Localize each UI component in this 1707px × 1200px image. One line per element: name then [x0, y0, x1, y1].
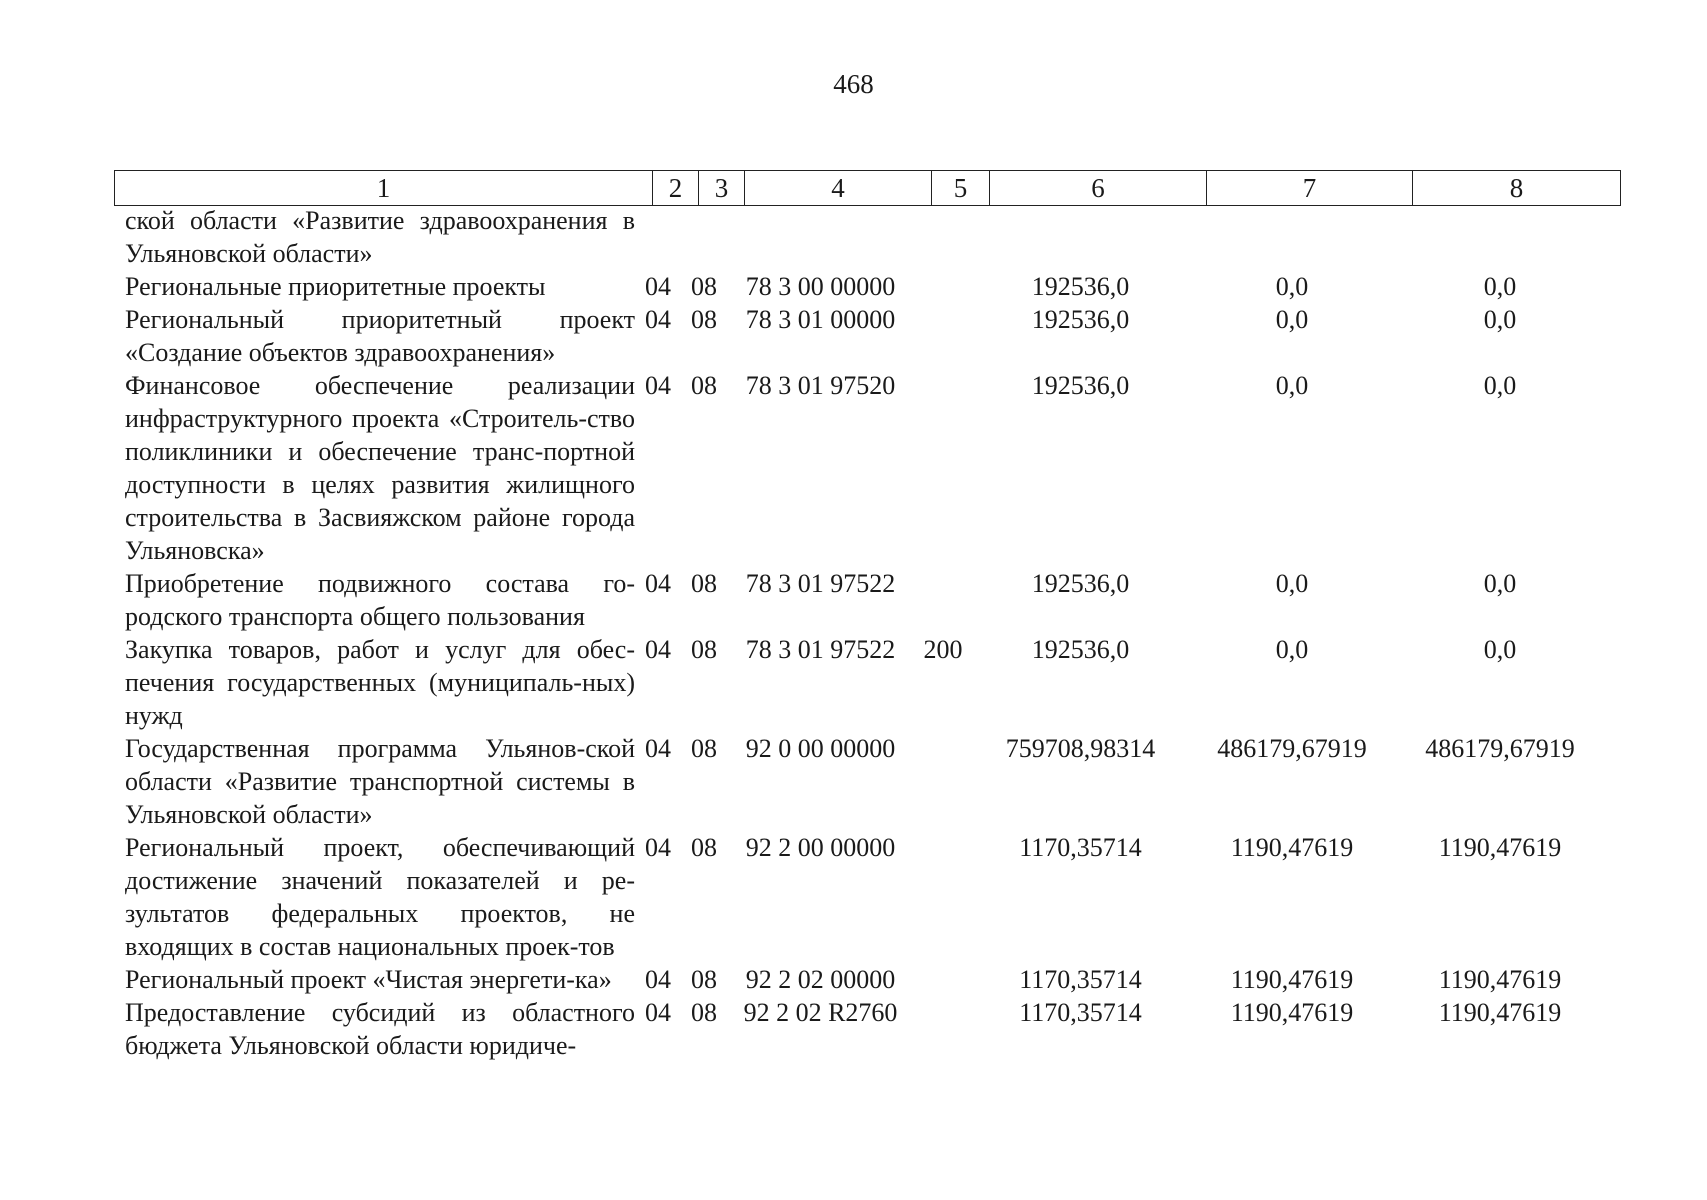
row-col-7: 0,0 [1275, 272, 1309, 301]
table-row [125, 633, 1620, 732]
row-name: Региональный приоритетный проект «Создание объектов здравоохранения» [125, 305, 635, 367]
table-row [125, 831, 1620, 963]
row-col-2: 04 [645, 833, 671, 862]
row-col-3: 08 [691, 965, 717, 994]
row-col-2: 04 [645, 569, 671, 598]
row-name: Региональные приоритетные проекты [125, 272, 546, 301]
row-col-3: 08 [691, 569, 717, 598]
table-row [125, 204, 1620, 270]
row-name: Региональный проект «Чистая энергети-ка» [125, 965, 612, 994]
row-name: Предоставление субсидий из областного бюджета Ульяновской области юридиче- [125, 998, 635, 1060]
row-col-8: 0,0 [1483, 569, 1517, 598]
row-col-8: 1190,47619 [1438, 833, 1562, 862]
header-col-8: 8 [1413, 171, 1621, 206]
row-name: Финансовое обеспечение реализации инфраструктурного проекта «Строитель-ство поликлиники и обеспечение транс-портной доступности в целях развития жилищного строительства в Засвияжском районе города Ульяновска» [125, 371, 635, 565]
row-name: Региональный проект, обеспечивающий достижение значений показателей и ре-зультатов федеральных проектов, не входящих в состав национальных проек-тов [125, 833, 635, 961]
row-col-2: 04 [645, 272, 671, 301]
row-col-8: 486179,67919 [1425, 734, 1575, 763]
row-col-4: 92 2 02 R2760 [743, 998, 898, 1027]
header-col-7: 7 [1207, 171, 1413, 206]
header-col-5: 5 [932, 171, 990, 206]
row-col-4: 92 2 02 00000 [745, 965, 896, 994]
row-col-4: 92 0 00 00000 [745, 734, 896, 763]
row-col-4: 92 2 00 00000 [745, 833, 896, 862]
row-col-7: 0,0 [1275, 569, 1309, 598]
row-col-2: 04 [645, 635, 671, 664]
header-col-2: 2 [653, 171, 699, 206]
row-col-6: 1170,35714 [1019, 965, 1142, 994]
row-col-7: 1190,47619 [1230, 833, 1354, 862]
row-col-4: 78 3 01 97520 [745, 371, 896, 400]
row-col-6: 1170,35714 [1019, 998, 1142, 1027]
row-col-2: 04 [645, 998, 671, 1027]
table-row [125, 303, 1620, 369]
table-body [125, 204, 1620, 1062]
row-name: Государственная программа Ульянов-ской области «Развитие транспортной системы в Ульяновской области» [125, 734, 635, 829]
row-col-7: 1190,47619 [1230, 965, 1354, 994]
row-col-8: 1190,47619 [1438, 965, 1562, 994]
row-col-3: 08 [691, 272, 717, 301]
table-row [125, 732, 1620, 831]
row-col-4: 78 3 00 00000 [745, 272, 896, 301]
table-row [125, 996, 1620, 1062]
row-col-6: 192536,0 [1031, 305, 1130, 334]
row-col-7: 0,0 [1275, 635, 1309, 664]
row-col-8: 0,0 [1483, 635, 1517, 664]
table-header [114, 170, 1621, 206]
table-row [125, 963, 1620, 996]
table-row [125, 369, 1620, 567]
page-number: 468 [833, 69, 874, 99]
row-col-3: 08 [691, 833, 717, 862]
row-col-4: 78 3 01 97522 [745, 569, 896, 598]
row-name: ской области «Развитие здравоохранения в Ульяновской области» [125, 206, 635, 268]
row-col-4: 78 3 01 97522 [745, 635, 896, 664]
row-col-6: 192536,0 [1031, 272, 1130, 301]
table-row [125, 270, 1620, 303]
row-col-6: 192536,0 [1031, 569, 1130, 598]
row-col-2: 04 [645, 305, 671, 334]
row-col-8: 0,0 [1483, 272, 1517, 301]
row-col-8: 0,0 [1483, 371, 1517, 400]
row-col-6: 759708,98314 [1005, 734, 1156, 763]
row-col-7: 0,0 [1275, 371, 1309, 400]
row-col-7: 0,0 [1275, 305, 1309, 334]
row-col-3: 08 [691, 305, 717, 334]
row-name: Приобретение подвижного состава го-родского транспорта общего пользования [125, 569, 635, 631]
row-col-5: 200 [923, 635, 963, 664]
header-col-1: 1 [115, 171, 653, 206]
row-col-2: 04 [645, 965, 671, 994]
row-col-3: 08 [691, 635, 717, 664]
table-row [125, 567, 1620, 633]
header-col-4: 4 [745, 171, 932, 206]
row-col-8: 1190,47619 [1438, 998, 1562, 1027]
row-col-6: 192536,0 [1031, 635, 1130, 664]
row-col-6: 192536,0 [1031, 371, 1130, 400]
row-col-7: 1190,47619 [1230, 998, 1354, 1027]
header-col-3: 3 [699, 171, 745, 206]
row-name: Закупка товаров, работ и услуг для обес-печения государственных (муниципаль-ных) нужд [125, 635, 635, 730]
row-col-2: 04 [645, 734, 671, 763]
row-col-2: 04 [645, 371, 671, 400]
row-col-3: 08 [691, 998, 717, 1027]
row-col-8: 0,0 [1483, 305, 1517, 334]
row-col-6: 1170,35714 [1019, 833, 1142, 862]
row-col-3: 08 [691, 371, 717, 400]
row-col-3: 08 [691, 734, 717, 763]
row-col-4: 78 3 01 00000 [745, 305, 896, 334]
header-col-6: 6 [990, 171, 1207, 206]
row-col-7: 486179,67919 [1217, 734, 1367, 763]
